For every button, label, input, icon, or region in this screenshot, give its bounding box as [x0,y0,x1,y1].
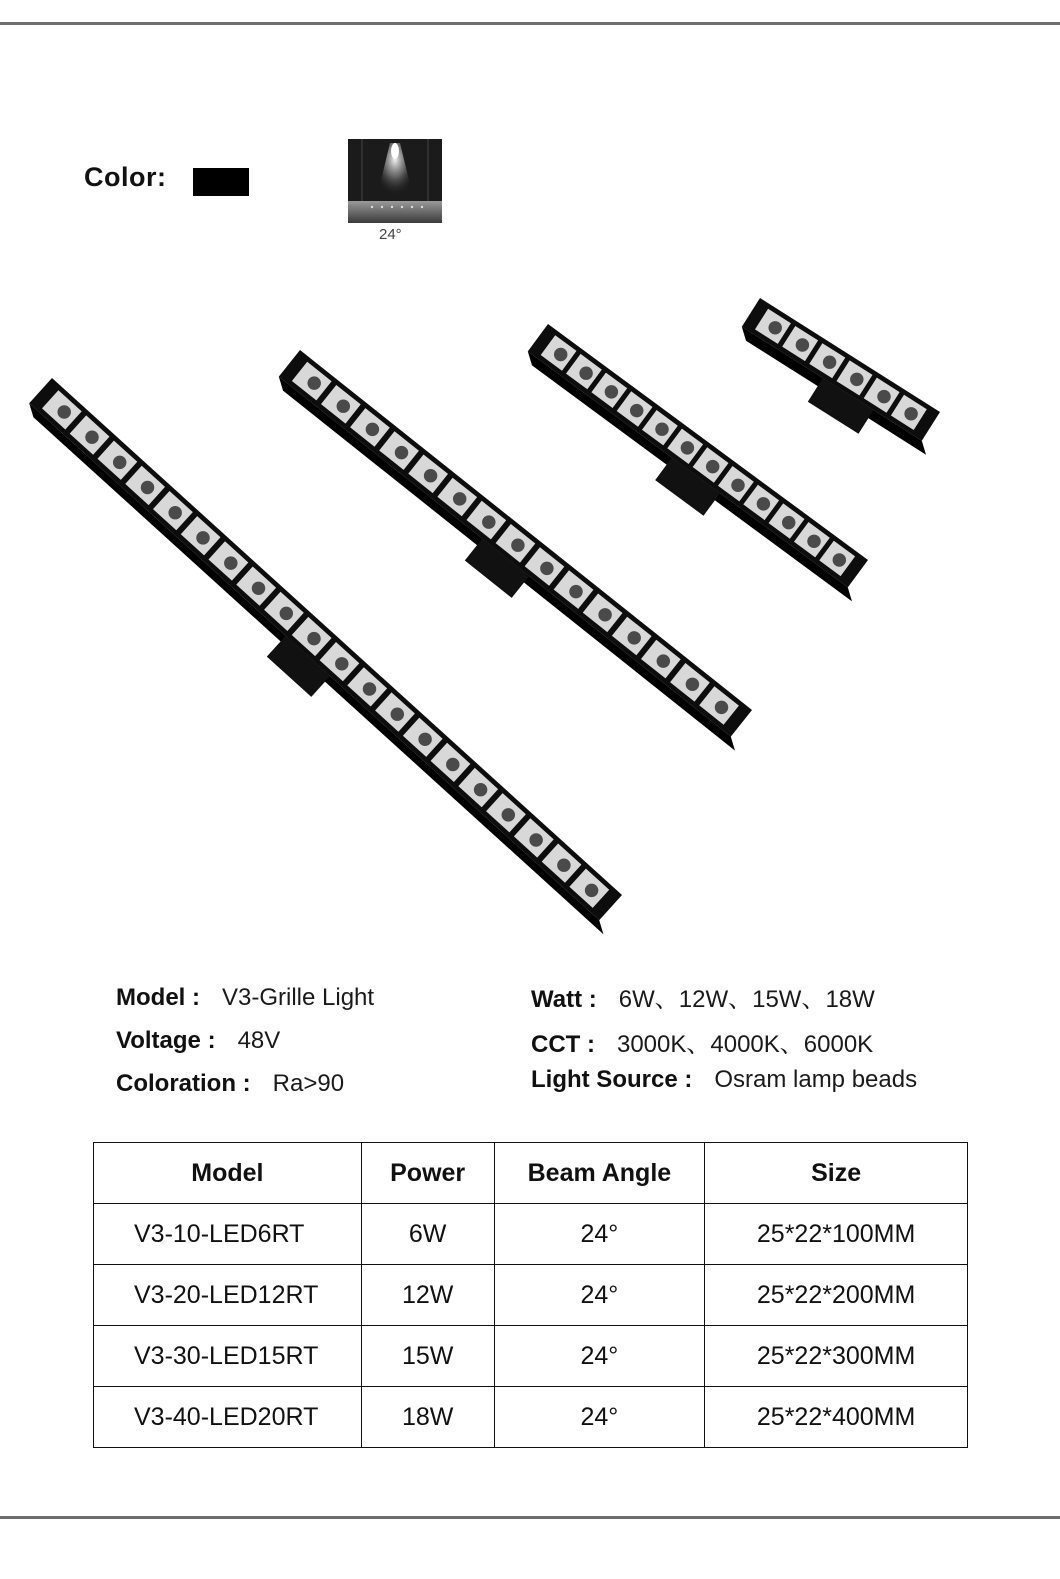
spec-cct-label: CCT : [531,1031,595,1058]
spec-light-source-label: Light Source : [531,1066,693,1093]
lamp-lens [335,657,348,670]
table-cell-size: 25*22*400MM [705,1387,968,1448]
lamp-lens [482,515,495,528]
table-row [94,1387,968,1448]
spec-light-source-value: Osram lamp beads [714,1066,918,1093]
lamp-lens [363,682,376,695]
lamp-lens [366,423,379,436]
lamp-lens [823,355,836,368]
spec-watt-label: Watt : [531,986,597,1013]
table-cell-size: 25*22*200MM [705,1265,968,1326]
lamp-lens [554,348,567,361]
spec-model-label: Model : [116,984,200,1011]
lamp-lens [655,422,668,435]
spec-voltage-value: 48V [237,1027,281,1054]
lamp-lens [529,833,542,846]
lamp-lens [502,808,515,821]
table-cell-beam-angle: 24° [494,1387,705,1448]
lamp-lens [337,399,350,412]
lamp-lens [904,407,917,420]
table-header-model: Model [94,1143,362,1204]
table-cell-model: V3-20-LED12RT [94,1265,362,1326]
lamp-lens [113,456,126,469]
lamp-lens [681,441,694,454]
lamp-lens [307,376,320,389]
lamp-lens [196,531,209,544]
spec-model-value: V3-Grille Light [222,984,375,1011]
lamp-lens [540,562,553,575]
lamp-lens [731,479,744,492]
color-swatch-black [193,168,249,196]
lamp-lens [557,858,570,871]
table-cell-model: V3-30-LED15RT [94,1326,362,1387]
lamp-lens [627,631,640,644]
lamp-lens [796,338,809,351]
table-cell-model: V3-10-LED6RT [94,1204,362,1265]
lamp-lens [768,321,781,334]
table-row [94,1265,968,1326]
lamp-lens [715,701,728,714]
lamp-lens [57,405,70,418]
table-cell-power: 18W [361,1387,494,1448]
lamp-lens [850,373,863,386]
lamp-lens [474,783,487,796]
table-cell-model: V3-40-LED20RT [94,1387,362,1448]
table-cell-size: 25*22*300MM [705,1326,968,1387]
model-spec-table [93,1142,968,1448]
table-header-size: Size [705,1143,968,1204]
lamp-lens [418,733,431,746]
spec-coloration [116,1070,344,1098]
table-cell-beam-angle: 24° [494,1265,705,1326]
lamp-lens [657,654,670,667]
lamp-lens [877,390,890,403]
spec-voltage [116,1027,280,1055]
lamp-lens [307,632,320,645]
lamp-lens [569,585,582,598]
table-cell-size: 25*22*100MM [705,1204,968,1265]
color-label: Color: [84,162,167,192]
lamp-lens [598,608,611,621]
table-cell-beam-angle: 24° [494,1204,705,1265]
lamp-lens [85,430,98,443]
lamp-lens [168,506,181,519]
table-header-power: Power [361,1143,494,1204]
lamp-lens [252,582,265,595]
lamp-lens [395,446,408,459]
lamp-lens [630,404,643,417]
spec-voltage-label: Voltage : [116,1027,216,1054]
table-cell-power: 15W [361,1326,494,1387]
spec-watt [531,979,875,1014]
lamp-lens [686,678,699,691]
spec-model [116,984,374,1012]
lamp-lens [424,469,437,482]
lamp-lens [833,553,846,566]
table-cell-power: 12W [361,1265,494,1326]
spec-light-source [531,1066,917,1094]
lamp-lens [511,538,524,551]
lamp-lens [391,707,404,720]
lamp-lens [280,607,293,620]
beam-caption: 24° [379,226,402,243]
lamp-lens [141,481,154,494]
beam-angle-spotlight-icon [348,139,442,223]
top-divider [0,22,1060,25]
lamp-lens [579,366,592,379]
lamp-lens [706,460,719,473]
lamp-lens [757,497,770,510]
lamp-lens [585,884,598,897]
bottom-divider [0,1516,1060,1519]
lamp-lens [224,556,237,569]
spec-coloration-label: Coloration : [116,1070,251,1097]
table-row [94,1204,968,1265]
lamp-lens [782,516,795,529]
lamp-lens [446,758,459,771]
table-header-row [94,1143,968,1204]
table-cell-power: 6W [361,1204,494,1265]
lamp-lens [807,535,820,548]
spec-coloration-value: Ra>90 [272,1070,345,1097]
table-cell-beam-angle: 24° [494,1326,705,1387]
table-header-beam-angle: Beam Angle [494,1143,705,1204]
table-row [94,1326,968,1387]
spec-cct-value: 3000K、4000K、6000K [616,1031,874,1058]
spec-cct [531,1024,873,1059]
lamp-lens [605,385,618,398]
spec-watt-value: 6W、12W、15W、18W [618,986,875,1013]
lamp-lens [453,492,466,505]
linear-grille-light-bars-illustration [0,270,1060,950]
